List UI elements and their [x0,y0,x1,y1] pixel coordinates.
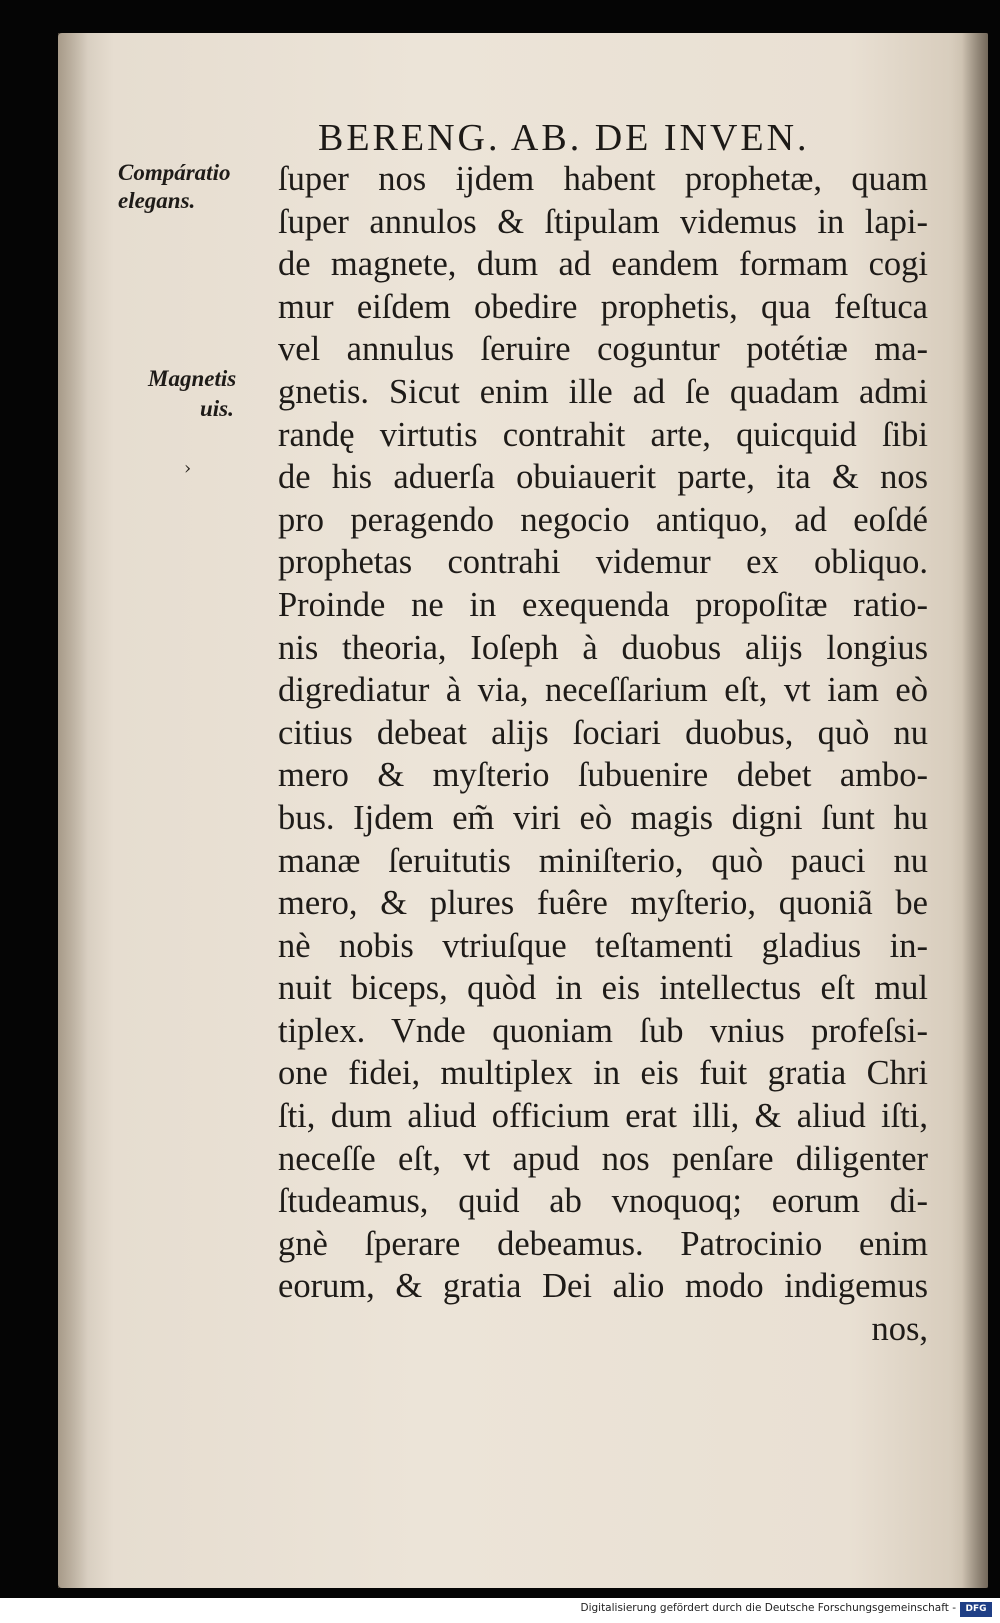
body-text [278,158,928,1351]
text-line: pro peragendo negocio antiquo, ad eoſdé [278,500,928,539]
text-line: gnetis. Sicut enim ille ad ſe quadam admi [278,372,928,411]
text-line: de magnete, dum ad eandem formam cogi [278,245,928,284]
dfg-logo: DFG [960,1602,992,1617]
text-line: mero & myſterio ſubuenire debet ambo- [278,756,928,795]
text-line: bus. Ijdem em̃ viri eò magis digni ſunt hu [278,798,928,837]
text-line: de his aduerſa obuiauerit parte, ita & nos [278,458,928,497]
footer-bar [0,1598,1000,1623]
text-line: one fidei, multiplex in eis fuit gratia Chri [278,1054,928,1093]
text-line: ſuper annulos & ſtipulam videmus in lapi- [278,202,928,241]
text-line: nis theoria, Ioſeph à duobus alijs longius [278,628,928,667]
text-line: mur eiſdem obedire prophetis, qua feſtuca [278,287,928,326]
marginal-note: Magnetis [148,366,237,391]
text-line: nos, [871,1310,928,1349]
text-line: citius debeat alijs ſociari duobus, quò nu [278,713,928,752]
marginal-note: Compáratio [118,160,231,185]
margin-mark: › [184,458,192,479]
text-line: eorum, & gratia Dei alio modo indigemus [278,1267,928,1306]
text-line: ſuper nos ijdem habent prophetæ, quam [278,160,928,198]
text-line: gnè ſperare debeamus. Patrocinio enim [278,1224,928,1263]
text-line: randę virtutis contrahit arte, quicquid ſibi [278,415,928,454]
text-line: manæ ſeruitutis miniſterio, quò pauci nu [278,841,928,880]
text-line: tiplex. Vnde quoniam ſub vnius profeſsi- [278,1011,928,1050]
funding-credit: Digitalisierung gefördert durch die Deutsche Forschungsgemeinschaft - [580,1602,956,1614]
text-line: prophetas contrahi videmur ex obliquo. [278,543,928,582]
running-header: BERENG. AB. DE INVEN. [318,117,810,159]
text-line: nuit biceps, quòd in eis intellectus eſt mul [278,969,928,1008]
text-line: mero, & plures fuêre myſterio, quoniã be [278,884,928,923]
text-line: vel annulus ſeruire coguntur potétiæ ma- [278,330,928,369]
marginal-note: uis. [200,396,234,421]
text-line: digrediatur à via, neceſſarium eſt, vt iam eò [278,671,928,710]
text-line: ſti, dum aliud officium erat illi, & aliud iſti, [278,1097,928,1136]
text-line: Proinde ne in exequenda propoſitæ ratio- [278,585,928,624]
text-line: ſtudeamus, quid ab vnoquoq; eorum di- [278,1182,928,1221]
marginal-note: elegans. [118,188,196,213]
text-line: nè nobis vtriuſque teſtamenti gladius in- [278,926,928,965]
text-line: neceſſe eſt, vt apud nos penſare diligenter [278,1139,928,1178]
